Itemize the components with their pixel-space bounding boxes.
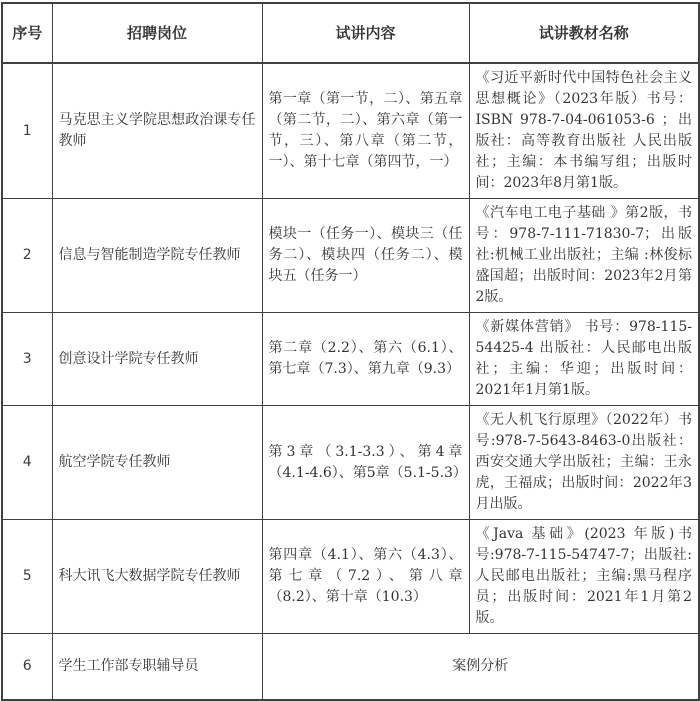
header-row — [2, 3, 699, 63]
column-header-content: 试讲内容 — [262, 3, 469, 63]
cell-content: 第四章（4.1）、第六（4.3）、第七章（7.2）、第八章（8.2）、第十章（10.3） — [262, 520, 469, 634]
cell-content: 模块一（任务一）、模块三（任务二）、模块四（任务二）、模块五（任务一） — [262, 199, 469, 313]
cell-textbook: 《新媒体营销》 书号：978-115-54425-4 出版社：人民邮电出版社；主编：华迎；出版时间：2021年1月第1版。 — [469, 313, 699, 406]
cell-textbook: 《无人机飞行原理》（2022年）书号:978-7-5643-8463-0出版社：西安交通大学出版社；主编：王永虎，王福成；出版时间：2022年3月出版。 — [469, 406, 699, 520]
cell-no: 2 — [2, 199, 52, 313]
cell-no: 1 — [2, 63, 52, 199]
cell-position: 科大讯飞大数据学院专任教师 — [52, 520, 262, 634]
column-header-textbook: 试讲教材名称 — [469, 3, 699, 63]
cell-position: 学生工作部专职辅导员 — [52, 634, 262, 700]
table-row — [2, 634, 699, 700]
cell-position: 创意设计学院专任教师 — [52, 313, 262, 406]
cell-position: 信息与智能制造学院专任教师 — [52, 199, 262, 313]
column-header-position: 招聘岗位 — [52, 3, 262, 63]
table-row — [2, 406, 699, 520]
table-row — [2, 63, 699, 199]
cell-no: 5 — [2, 520, 52, 634]
cell-merged-content: 案例分析 — [262, 634, 699, 700]
cell-textbook: 《Java 基础》(2023 年版)书号:978-7-115-54747-7；出版社:人民邮电出版社；主编:黑马程序员；出版时间：2021年1月第2版。 — [469, 520, 699, 634]
recruitment-table — [1, 2, 700, 701]
table-row — [2, 199, 699, 313]
column-header-no: 序号 — [2, 3, 52, 63]
cell-position: 航空学院专任教师 — [52, 406, 262, 520]
cell-no: 6 — [2, 634, 52, 700]
cell-no: 3 — [2, 313, 52, 406]
cell-content: 第3章（3.1-3.3）、第4章（4.1-4.6）、第5章（5.1-5.3） — [262, 406, 469, 520]
table-row — [2, 313, 699, 406]
cell-position: 马克思主义学院思想政治课专任教师 — [52, 63, 262, 199]
cell-textbook: 《汽车电工电子基础 》第2版，书号：978-7-111-71830-7；出版社:机械工业出版社；主编 :林俊标 盛国超；出版时间：2023年2月第2版。 — [469, 199, 699, 313]
cell-no: 4 — [2, 406, 52, 520]
table-row — [2, 520, 699, 634]
cell-content: 第二章（2.2）、第六（6.1）、第七章（7.3）、第九章（9.3） — [262, 313, 469, 406]
cell-textbook: 《习近平新时代中国特色社会主义思想概论》（2023年版）书号：ISBN 978-7-04-061053-6 ；出版社：高等教育出版社 人民出版社；主编：本书编写组；出版时间：2023年8月第1版。 — [469, 63, 699, 199]
cell-content: 第一章（第一节，二）、第五章（第二节，二）、第六章（第一节，三）、第八章（第二节，一）、第十七章（第四节，一） — [262, 63, 469, 199]
